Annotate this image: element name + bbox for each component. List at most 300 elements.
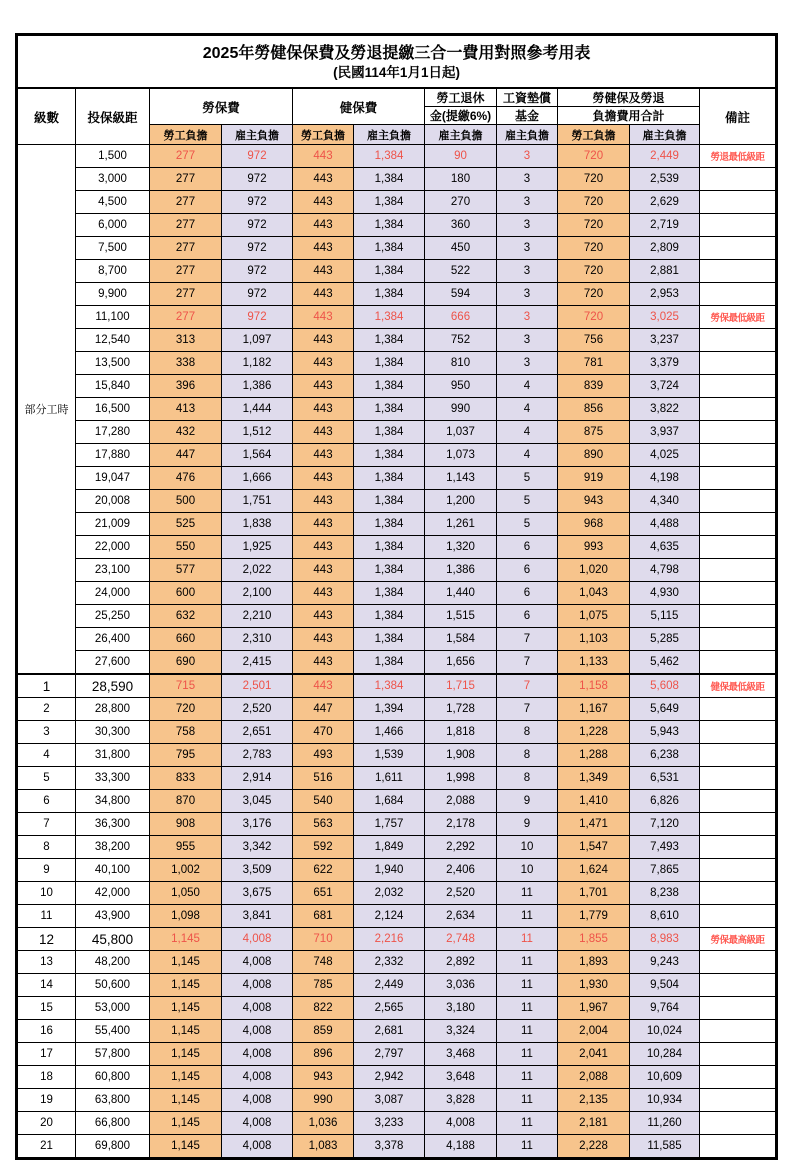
pension-employer-cell: 1,584 xyxy=(425,628,497,651)
labor-worker-cell: 476 xyxy=(150,467,222,490)
bracket-cell: 43,900 xyxy=(76,905,150,928)
total-worker-cell: 1,779 xyxy=(558,905,630,928)
pension-employer-cell: 990 xyxy=(425,398,497,421)
remark-cell xyxy=(700,283,777,306)
labor-worker-cell: 1,145 xyxy=(150,974,222,997)
pension-employer-cell: 2,406 xyxy=(425,859,497,882)
table-body xyxy=(17,145,777,1159)
health-worker-cell: 443 xyxy=(293,375,354,398)
wage-fund-employer-cell: 8 xyxy=(497,744,558,767)
wage-fund-employer-cell: 3 xyxy=(497,283,558,306)
labor-worker-cell: 1,145 xyxy=(150,1066,222,1089)
pension-employer-cell: 1,715 xyxy=(425,674,497,698)
health-worker-cell: 443 xyxy=(293,329,354,352)
pension-employer-cell: 3,324 xyxy=(425,1020,497,1043)
labor-employer-cell: 3,045 xyxy=(222,790,293,813)
health-worker-cell: 990 xyxy=(293,1089,354,1112)
labor-worker-cell: 550 xyxy=(150,536,222,559)
wage-fund-employer-cell: 9 xyxy=(497,790,558,813)
table-row xyxy=(17,928,777,951)
bracket-cell: 26,400 xyxy=(76,628,150,651)
total-employer-cell: 4,930 xyxy=(630,582,700,605)
total-worker-cell: 1,893 xyxy=(558,951,630,974)
labor-worker-cell: 525 xyxy=(150,513,222,536)
labor-employer-cell: 2,310 xyxy=(222,628,293,651)
level-cell: 9 xyxy=(17,859,76,882)
labor-employer-cell: 4,008 xyxy=(222,951,293,974)
labor-employer-cell: 972 xyxy=(222,306,293,329)
table-row xyxy=(17,997,777,1020)
total-employer-cell: 3,025 xyxy=(630,306,700,329)
level-cell: 3 xyxy=(17,721,76,744)
wage-fund-employer-cell: 3 xyxy=(497,168,558,191)
total-employer-cell: 4,798 xyxy=(630,559,700,582)
table-row xyxy=(17,1089,777,1112)
total-worker-cell: 1,547 xyxy=(558,836,630,859)
table-row xyxy=(17,1112,777,1135)
total-employer-cell: 4,025 xyxy=(630,444,700,467)
remark-cell xyxy=(700,1135,777,1159)
remark-cell xyxy=(700,582,777,605)
total-employer-cell: 8,610 xyxy=(630,905,700,928)
labor-worker-cell: 908 xyxy=(150,813,222,836)
labor-worker-cell: 632 xyxy=(150,605,222,628)
health-worker-cell: 493 xyxy=(293,744,354,767)
page-title: 2025年勞健保保費及勞退提繳三合一費用對照參考用表 xyxy=(202,45,591,63)
total-employer-cell: 9,504 xyxy=(630,974,700,997)
remark-cell xyxy=(700,1020,777,1043)
health-worker-cell: 443 xyxy=(293,513,354,536)
pension-employer-cell: 1,515 xyxy=(425,605,497,628)
bracket-cell: 21,009 xyxy=(76,513,150,536)
remark-cell xyxy=(700,559,777,582)
table-row xyxy=(17,375,777,398)
labor-worker-cell: 758 xyxy=(150,721,222,744)
wage-fund-employer-cell: 3 xyxy=(497,329,558,352)
labor-worker-cell: 1,145 xyxy=(150,928,222,951)
total-worker-cell: 2,088 xyxy=(558,1066,630,1089)
total-employer-cell: 2,953 xyxy=(630,283,700,306)
remark-cell xyxy=(700,444,777,467)
wage-fund-employer-cell: 11 xyxy=(497,1089,558,1112)
labor-worker-cell: 447 xyxy=(150,444,222,467)
labor-employer-cell: 2,501 xyxy=(222,674,293,698)
remark-cell xyxy=(700,375,777,398)
labor-worker-cell: 277 xyxy=(150,260,222,283)
pension-employer-cell: 2,178 xyxy=(425,813,497,836)
total-worker-cell: 1,967 xyxy=(558,997,630,1020)
total-worker-cell: 856 xyxy=(558,398,630,421)
total-worker-cell: 720 xyxy=(558,145,630,168)
pension-employer-cell: 1,818 xyxy=(425,721,497,744)
wage-fund-employer-cell: 11 xyxy=(497,951,558,974)
health-employer-cell: 1,611 xyxy=(354,767,425,790)
health-worker-cell: 443 xyxy=(293,467,354,490)
table-row xyxy=(17,1020,777,1043)
total-employer-cell: 3,937 xyxy=(630,421,700,444)
health-worker-cell: 443 xyxy=(293,145,354,168)
total-worker-cell: 1,410 xyxy=(558,790,630,813)
col-header-remark: 備註 xyxy=(700,88,777,145)
table-row xyxy=(17,744,777,767)
wage-fund-employer-cell: 4 xyxy=(497,375,558,398)
total-employer-cell: 11,585 xyxy=(630,1135,700,1159)
bracket-cell: 34,800 xyxy=(76,790,150,813)
total-worker-cell: 720 xyxy=(558,168,630,191)
health-worker-cell: 1,036 xyxy=(293,1112,354,1135)
labor-worker-cell: 1,145 xyxy=(150,997,222,1020)
health-worker-cell: 443 xyxy=(293,398,354,421)
remark-cell: 健保最低級距 xyxy=(700,674,777,698)
total-employer-cell: 10,284 xyxy=(630,1043,700,1066)
labor-worker-cell: 277 xyxy=(150,191,222,214)
wage-fund-employer-cell: 10 xyxy=(497,836,558,859)
remark-cell: 勞保最高級距 xyxy=(700,928,777,951)
remark-cell xyxy=(700,813,777,836)
health-worker-cell: 470 xyxy=(293,721,354,744)
total-worker-cell: 1,701 xyxy=(558,882,630,905)
labor-employer-cell: 1,444 xyxy=(222,398,293,421)
health-worker-cell: 1,083 xyxy=(293,1135,354,1159)
total-worker-cell: 1,930 xyxy=(558,974,630,997)
table-row xyxy=(17,859,777,882)
total-employer-cell: 6,238 xyxy=(630,744,700,767)
level-cell: 20 xyxy=(17,1112,76,1135)
pension-employer-cell: 594 xyxy=(425,283,497,306)
bracket-cell: 60,800 xyxy=(76,1066,150,1089)
table-row xyxy=(17,237,777,260)
total-worker-cell: 720 xyxy=(558,283,630,306)
pension-employer-cell: 2,292 xyxy=(425,836,497,859)
health-employer-cell: 3,378 xyxy=(354,1135,425,1159)
level-cell: 16 xyxy=(17,1020,76,1043)
pension-employer-cell: 360 xyxy=(425,214,497,237)
total-employer-cell: 5,462 xyxy=(630,651,700,675)
health-worker-cell: 748 xyxy=(293,951,354,974)
remark-cell xyxy=(700,536,777,559)
labor-employer-cell: 2,022 xyxy=(222,559,293,582)
table-row xyxy=(17,421,777,444)
labor-employer-cell: 3,675 xyxy=(222,882,293,905)
total-employer-cell: 3,724 xyxy=(630,375,700,398)
bracket-cell: 36,300 xyxy=(76,813,150,836)
health-employer-cell: 1,384 xyxy=(354,444,425,467)
pension-employer-cell: 2,892 xyxy=(425,951,497,974)
level-cell: 5 xyxy=(17,767,76,790)
total-employer-cell: 5,943 xyxy=(630,721,700,744)
pension-employer-cell: 1,073 xyxy=(425,444,497,467)
labor-employer-cell: 2,100 xyxy=(222,582,293,605)
level-cell: 14 xyxy=(17,974,76,997)
health-worker-cell: 443 xyxy=(293,283,354,306)
health-worker-cell: 592 xyxy=(293,836,354,859)
bracket-cell: 3,000 xyxy=(76,168,150,191)
bracket-cell: 15,840 xyxy=(76,375,150,398)
bracket-cell: 1,500 xyxy=(76,145,150,168)
subheader-total-worker: 勞工負擔 xyxy=(558,125,630,145)
wage-fund-employer-cell: 11 xyxy=(497,1066,558,1089)
table-row xyxy=(17,536,777,559)
health-worker-cell: 443 xyxy=(293,444,354,467)
bracket-cell: 45,800 xyxy=(76,928,150,951)
labor-employer-cell: 2,651 xyxy=(222,721,293,744)
health-worker-cell: 859 xyxy=(293,1020,354,1043)
total-employer-cell: 9,764 xyxy=(630,997,700,1020)
table-row xyxy=(17,605,777,628)
health-worker-cell: 896 xyxy=(293,1043,354,1066)
health-employer-cell: 2,681 xyxy=(354,1020,425,1043)
wage-fund-employer-cell: 7 xyxy=(497,628,558,651)
health-worker-cell: 443 xyxy=(293,352,354,375)
wage-fund-employer-cell: 11 xyxy=(497,1112,558,1135)
labor-employer-cell: 2,415 xyxy=(222,651,293,675)
remark-cell xyxy=(700,490,777,513)
pension-employer-cell: 3,648 xyxy=(425,1066,497,1089)
pension-employer-cell: 522 xyxy=(425,260,497,283)
health-employer-cell: 2,216 xyxy=(354,928,425,951)
pension-employer-cell: 2,634 xyxy=(425,905,497,928)
wage-fund-employer-cell: 6 xyxy=(497,536,558,559)
bracket-cell: 24,000 xyxy=(76,582,150,605)
table-row xyxy=(17,582,777,605)
col-header-pension-line1: 勞工退休 xyxy=(425,88,497,107)
bracket-cell: 50,600 xyxy=(76,974,150,997)
total-employer-cell: 6,531 xyxy=(630,767,700,790)
health-employer-cell: 2,124 xyxy=(354,905,425,928)
pension-employer-cell: 1,386 xyxy=(425,559,497,582)
labor-employer-cell: 972 xyxy=(222,191,293,214)
pension-employer-cell: 1,908 xyxy=(425,744,497,767)
wage-fund-employer-cell: 7 xyxy=(497,651,558,675)
total-worker-cell: 890 xyxy=(558,444,630,467)
labor-employer-cell: 972 xyxy=(222,237,293,260)
bracket-cell: 23,100 xyxy=(76,559,150,582)
wage-fund-employer-cell: 5 xyxy=(497,490,558,513)
total-worker-cell: 1,855 xyxy=(558,928,630,951)
labor-employer-cell: 3,841 xyxy=(222,905,293,928)
wage-fund-employer-cell: 8 xyxy=(497,767,558,790)
labor-employer-cell: 3,176 xyxy=(222,813,293,836)
labor-employer-cell: 1,838 xyxy=(222,513,293,536)
labor-worker-cell: 955 xyxy=(150,836,222,859)
table-row xyxy=(17,168,777,191)
remark-cell xyxy=(700,859,777,882)
total-employer-cell: 2,881 xyxy=(630,260,700,283)
labor-employer-cell: 1,751 xyxy=(222,490,293,513)
bracket-cell: 28,800 xyxy=(76,698,150,721)
labor-employer-cell: 4,008 xyxy=(222,1089,293,1112)
labor-employer-cell: 1,564 xyxy=(222,444,293,467)
health-worker-cell: 443 xyxy=(293,237,354,260)
bracket-cell: 27,600 xyxy=(76,651,150,675)
pension-employer-cell: 1,200 xyxy=(425,490,497,513)
health-worker-cell: 443 xyxy=(293,191,354,214)
labor-worker-cell: 338 xyxy=(150,352,222,375)
labor-worker-cell: 833 xyxy=(150,767,222,790)
wage-fund-employer-cell: 3 xyxy=(497,260,558,283)
premium-table xyxy=(15,33,778,1160)
labor-employer-cell: 4,008 xyxy=(222,1112,293,1135)
pension-employer-cell: 4,008 xyxy=(425,1112,497,1135)
labor-worker-cell: 277 xyxy=(150,306,222,329)
pension-employer-cell: 3,468 xyxy=(425,1043,497,1066)
health-employer-cell: 1,384 xyxy=(354,513,425,536)
health-worker-cell: 622 xyxy=(293,859,354,882)
level-cell: 2 xyxy=(17,698,76,721)
total-worker-cell: 2,041 xyxy=(558,1043,630,1066)
total-worker-cell: 875 xyxy=(558,421,630,444)
labor-worker-cell: 660 xyxy=(150,628,222,651)
health-employer-cell: 1,384 xyxy=(354,398,425,421)
labor-employer-cell: 2,914 xyxy=(222,767,293,790)
health-employer-cell: 2,797 xyxy=(354,1043,425,1066)
wage-fund-employer-cell: 3 xyxy=(497,145,558,168)
remark-cell xyxy=(700,721,777,744)
wage-fund-employer-cell: 11 xyxy=(497,1135,558,1159)
total-employer-cell: 3,822 xyxy=(630,398,700,421)
bracket-cell: 17,880 xyxy=(76,444,150,467)
remark-cell xyxy=(700,836,777,859)
total-employer-cell: 4,635 xyxy=(630,536,700,559)
col-header-pension-line2: 金(提繳6%) xyxy=(425,107,497,125)
bracket-cell: 40,100 xyxy=(76,859,150,882)
labor-worker-cell: 1,002 xyxy=(150,859,222,882)
labor-worker-cell: 1,050 xyxy=(150,882,222,905)
health-employer-cell: 2,449 xyxy=(354,974,425,997)
labor-worker-cell: 1,145 xyxy=(150,951,222,974)
health-employer-cell: 2,565 xyxy=(354,997,425,1020)
remark-cell xyxy=(700,329,777,352)
remark-cell xyxy=(700,651,777,675)
subheader-labor-employer: 雇主負擔 xyxy=(222,125,293,145)
total-worker-cell: 720 xyxy=(558,260,630,283)
pension-employer-cell: 270 xyxy=(425,191,497,214)
health-worker-cell: 443 xyxy=(293,628,354,651)
total-employer-cell: 5,649 xyxy=(630,698,700,721)
pension-employer-cell: 1,320 xyxy=(425,536,497,559)
wage-fund-employer-cell: 11 xyxy=(497,928,558,951)
total-worker-cell: 1,043 xyxy=(558,582,630,605)
health-worker-cell: 710 xyxy=(293,928,354,951)
health-employer-cell: 1,384 xyxy=(354,260,425,283)
total-worker-cell: 1,020 xyxy=(558,559,630,582)
level-cell: 12 xyxy=(17,928,76,951)
health-employer-cell: 1,384 xyxy=(354,329,425,352)
bracket-cell: 55,400 xyxy=(76,1020,150,1043)
labor-worker-cell: 1,145 xyxy=(150,1043,222,1066)
table-row xyxy=(17,767,777,790)
bracket-cell: 57,800 xyxy=(76,1043,150,1066)
remark-cell xyxy=(700,1066,777,1089)
pension-employer-cell: 1,261 xyxy=(425,513,497,536)
table-row xyxy=(17,329,777,352)
health-employer-cell: 1,384 xyxy=(354,191,425,214)
pension-employer-cell: 810 xyxy=(425,352,497,375)
page-subtitle: (民國114年1月1日起) xyxy=(333,65,460,81)
bracket-cell: 8,700 xyxy=(76,260,150,283)
bracket-cell: 48,200 xyxy=(76,951,150,974)
remark-cell xyxy=(700,628,777,651)
total-worker-cell: 1,624 xyxy=(558,859,630,882)
wage-fund-employer-cell: 11 xyxy=(497,882,558,905)
health-employer-cell: 1,940 xyxy=(354,859,425,882)
remark-cell xyxy=(700,214,777,237)
total-worker-cell: 968 xyxy=(558,513,630,536)
health-employer-cell: 2,942 xyxy=(354,1066,425,1089)
labor-worker-cell: 795 xyxy=(150,744,222,767)
health-employer-cell: 1,384 xyxy=(354,490,425,513)
health-employer-cell: 1,384 xyxy=(354,145,425,168)
wage-fund-employer-cell: 8 xyxy=(497,721,558,744)
total-worker-cell: 2,228 xyxy=(558,1135,630,1159)
table-row xyxy=(17,559,777,582)
col-header-labor-insurance: 勞保費 xyxy=(150,88,293,125)
bracket-cell: 25,250 xyxy=(76,605,150,628)
table-row xyxy=(17,951,777,974)
total-employer-cell: 2,629 xyxy=(630,191,700,214)
pension-employer-cell: 450 xyxy=(425,237,497,260)
table-row xyxy=(17,214,777,237)
level-cell-part-time: 部分工時 xyxy=(17,145,76,675)
labor-worker-cell: 277 xyxy=(150,237,222,260)
table-row xyxy=(17,352,777,375)
wage-fund-employer-cell: 11 xyxy=(497,905,558,928)
labor-employer-cell: 2,210 xyxy=(222,605,293,628)
total-employer-cell: 8,983 xyxy=(630,928,700,951)
health-worker-cell: 443 xyxy=(293,674,354,698)
col-header-wage-fund-line1: 工資墊償 xyxy=(497,88,558,107)
labor-employer-cell: 972 xyxy=(222,260,293,283)
wage-fund-employer-cell: 6 xyxy=(497,582,558,605)
health-worker-cell: 822 xyxy=(293,997,354,1020)
labor-employer-cell: 972 xyxy=(222,145,293,168)
health-worker-cell: 443 xyxy=(293,260,354,283)
remark-cell xyxy=(700,905,777,928)
labor-employer-cell: 1,666 xyxy=(222,467,293,490)
table-row xyxy=(17,145,777,168)
health-employer-cell: 3,087 xyxy=(354,1089,425,1112)
total-employer-cell: 10,934 xyxy=(630,1089,700,1112)
pension-employer-cell: 950 xyxy=(425,375,497,398)
health-worker-cell: 681 xyxy=(293,905,354,928)
total-employer-cell: 4,198 xyxy=(630,467,700,490)
total-employer-cell: 6,826 xyxy=(630,790,700,813)
health-employer-cell: 1,849 xyxy=(354,836,425,859)
labor-employer-cell: 3,509 xyxy=(222,859,293,882)
level-cell: 8 xyxy=(17,836,76,859)
labor-worker-cell: 1,145 xyxy=(150,1135,222,1159)
bracket-cell: 53,000 xyxy=(76,997,150,1020)
pension-employer-cell: 2,088 xyxy=(425,790,497,813)
labor-employer-cell: 4,008 xyxy=(222,997,293,1020)
bracket-cell: 30,300 xyxy=(76,721,150,744)
bracket-cell: 12,540 xyxy=(76,329,150,352)
level-cell: 6 xyxy=(17,790,76,813)
total-worker-cell: 756 xyxy=(558,329,630,352)
bracket-cell: 20,008 xyxy=(76,490,150,513)
table-row xyxy=(17,1135,777,1159)
bracket-cell: 19,047 xyxy=(76,467,150,490)
remark-cell xyxy=(700,168,777,191)
total-worker-cell: 781 xyxy=(558,352,630,375)
pension-employer-cell: 1,998 xyxy=(425,767,497,790)
health-worker-cell: 443 xyxy=(293,536,354,559)
pension-employer-cell: 3,180 xyxy=(425,997,497,1020)
pension-employer-cell: 180 xyxy=(425,168,497,191)
total-worker-cell: 2,181 xyxy=(558,1112,630,1135)
health-employer-cell: 1,384 xyxy=(354,214,425,237)
health-worker-cell: 443 xyxy=(293,490,354,513)
